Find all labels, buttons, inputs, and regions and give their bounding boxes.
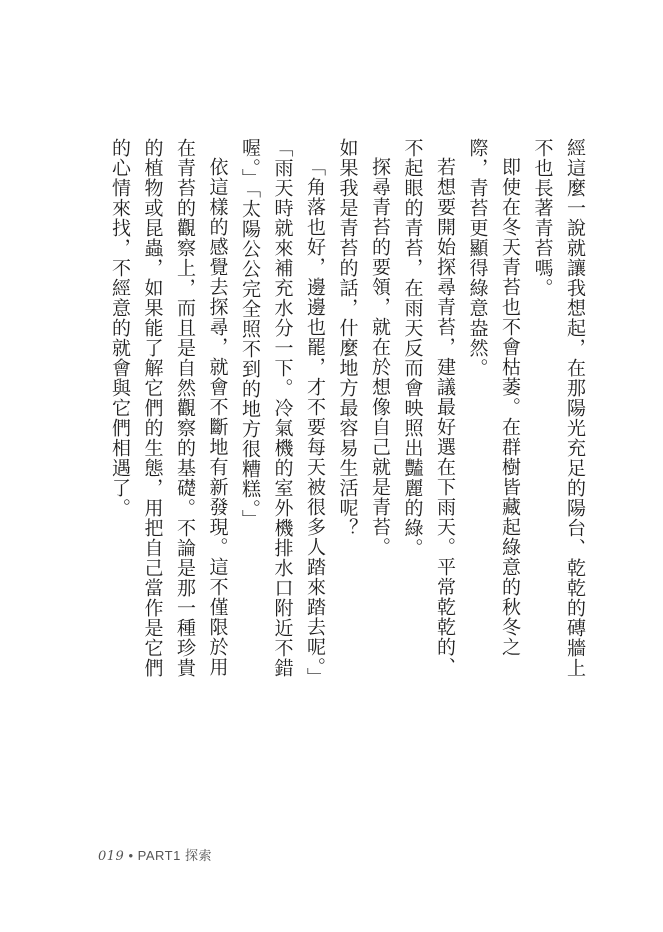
paragraph-4: 探尋青苔的要領，就在於想像自己就是青苔。 [369, 157, 391, 557]
body-text [104, 138, 592, 678]
paragraph-3: 若想要開始探尋青苔，建議最好選在下雨天。平常乾乾的、不起眼的青苔，在雨天反而會映照出豔麗的綠。 [401, 138, 456, 677]
page-footer [98, 845, 212, 864]
paragraph-6: 「角落也好，邊邊也罷，才不要每天被很多人踏來踏去呢。」「雨天時就來補充水分一下。冷氣機的室外機排水口附近不錯喔。」「太陽公公完全照不到的地方很糟糕。」 [239, 138, 326, 678]
paragraph-7: 依這樣的感覺去探尋，就會不斷地有新發現。這不僅限於用在青苔的觀察上，而且是自然觀察的基礎。不論是那一種珍貴的植物或昆蟲，如果能了解它們的生態，用把自己當作是它們的心情來找，不經意的就會與它們相遇了。 [109, 138, 229, 678]
page-number: 019 [98, 849, 125, 864]
paragraph-5: 如果我是青苔的話，什麼地方最容易生活呢？ [336, 138, 359, 538]
paragraph-2: 即使在冬天青苔也不會枯萎。在群樹皆藏起綠意的秋冬之際，青苔更顯得綠意盎然。 [466, 138, 521, 657]
paragraph-1: 經這麼一說就讓我想起，在那陽光充足的陽台、乾乾的磚牆上不也長著青苔嗎。 [531, 138, 586, 678]
footer-separator: • [128, 848, 134, 863]
section-title: PART1 探索 [137, 848, 212, 863]
